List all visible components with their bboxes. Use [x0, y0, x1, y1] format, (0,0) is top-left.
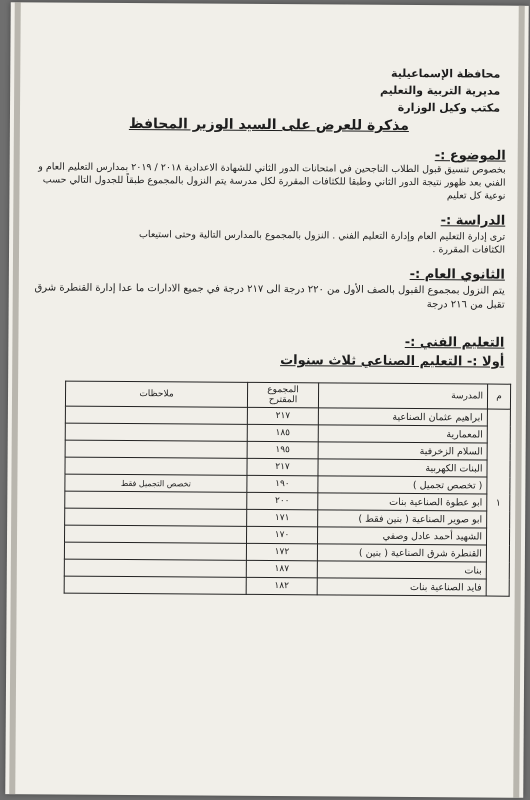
cell-notes: تخصص التجميل فقط [65, 474, 247, 492]
cell-total: ١٧١ [247, 509, 318, 526]
col-header-number: م [487, 384, 510, 409]
cell-notes [64, 542, 246, 560]
cell-school: السلام الزخرفية [318, 442, 487, 460]
memo-title: مذكرة للعرض على السيد الوزير المحافظ [128, 116, 409, 134]
cell-notes [65, 508, 247, 526]
cell-total: ١٨٢ [246, 577, 317, 594]
cell-total: ١٨٥ [247, 424, 318, 441]
study-heading: الدراسة :- [440, 213, 506, 229]
cell-school: القنطرة شرق الصناعية ( بنين ) [317, 544, 486, 562]
cell-school: ( تخصص تجميل ) [318, 476, 487, 494]
schools-table [64, 381, 511, 597]
cell-total: ١٩٥ [247, 441, 318, 458]
letterhead [380, 65, 501, 117]
cell-notes [65, 423, 247, 441]
subject-heading: الموضوع :- [434, 148, 506, 164]
cell-notes [65, 525, 247, 543]
subject-text: بخصوص تنسيق قبول الطلاب الناجحين في امتحانات الدور الثاني للشهادة الاعدادية ٢٠١٨ / ٢٠١٩ بمدارس التعليم العام و الفني بعد ظهور نتيجة الدور الثاني وطبقا للكثافات المقررة لكل مدرسة يتم النزول بالمجموع طبقاً للجدول التالي حسب نوعية كل تعليم [38, 161, 506, 202]
general-secondary-heading: الثانوي العام :- [409, 266, 505, 283]
col-header-notes: ملاحظات [65, 381, 247, 407]
cell-school: البنات الكهربية [318, 459, 487, 477]
letterhead-office: مكتب وكيل الوزارة [397, 100, 501, 115]
cell-school: ابو صوير الصناعية ( بنين فقط ) [318, 510, 487, 528]
col-header-total: المجموع المقترح [247, 382, 318, 407]
table-body [64, 406, 510, 596]
table-row [64, 576, 509, 596]
letterhead-directorate: مديرية التربية والتعليم [379, 83, 501, 98]
document-page [5, 2, 529, 798]
cell-total: ١٨٧ [246, 560, 317, 577]
study-text: ترى إدارة التعليم العام وإدارة التعليم الفني . النزول بالمجموع بالمدارس التالية وحتى استيعاب الكثافات المقررة . [138, 229, 506, 256]
row-group-number: ١ [486, 409, 510, 596]
col-header-school: المدرسة [318, 383, 487, 409]
cell-total: ٢١٧ [247, 407, 318, 424]
cell-notes [65, 406, 247, 424]
general-secondary-text: يتم النزول بمجموع القبول بالصف الأول من ٢٢٠ درجة الى ٢١٧ درجة في جميع الادارات ما عدا إدارة القنطرة شرق تقبل من ٢١٦ درجة [34, 282, 505, 311]
cell-school: المعمارية [318, 425, 487, 443]
cell-school: الشهيد أحمد عادل وصفي [317, 527, 486, 545]
cell-total: ١٧٠ [246, 526, 317, 543]
letterhead-governorate: محافظة الإسماعيلية [391, 66, 501, 81]
technical-heading: التعليم الفني :- [404, 334, 505, 351]
cell-total: ١٩٠ [247, 475, 318, 492]
cell-school: ابو عطوة الصناعية بنات [318, 493, 487, 511]
cell-notes [65, 457, 247, 475]
cell-notes [64, 576, 246, 594]
cell-total: ١٧٢ [246, 543, 317, 560]
cell-notes [64, 559, 246, 577]
cell-school: بنات [317, 561, 486, 579]
table-header-row [65, 381, 510, 409]
cell-school: فايد الصناعية بنات [317, 578, 486, 596]
cell-total: ٢٠٠ [247, 492, 318, 509]
cell-school: ابراهيم عثمان الصناعية [318, 408, 487, 426]
cell-notes [65, 440, 247, 458]
industrial-subheading: أولا :- التعليم الصناعي ثلاث سنوات [280, 353, 505, 370]
cell-total: ٢١٧ [247, 458, 318, 475]
cell-notes [65, 491, 247, 509]
